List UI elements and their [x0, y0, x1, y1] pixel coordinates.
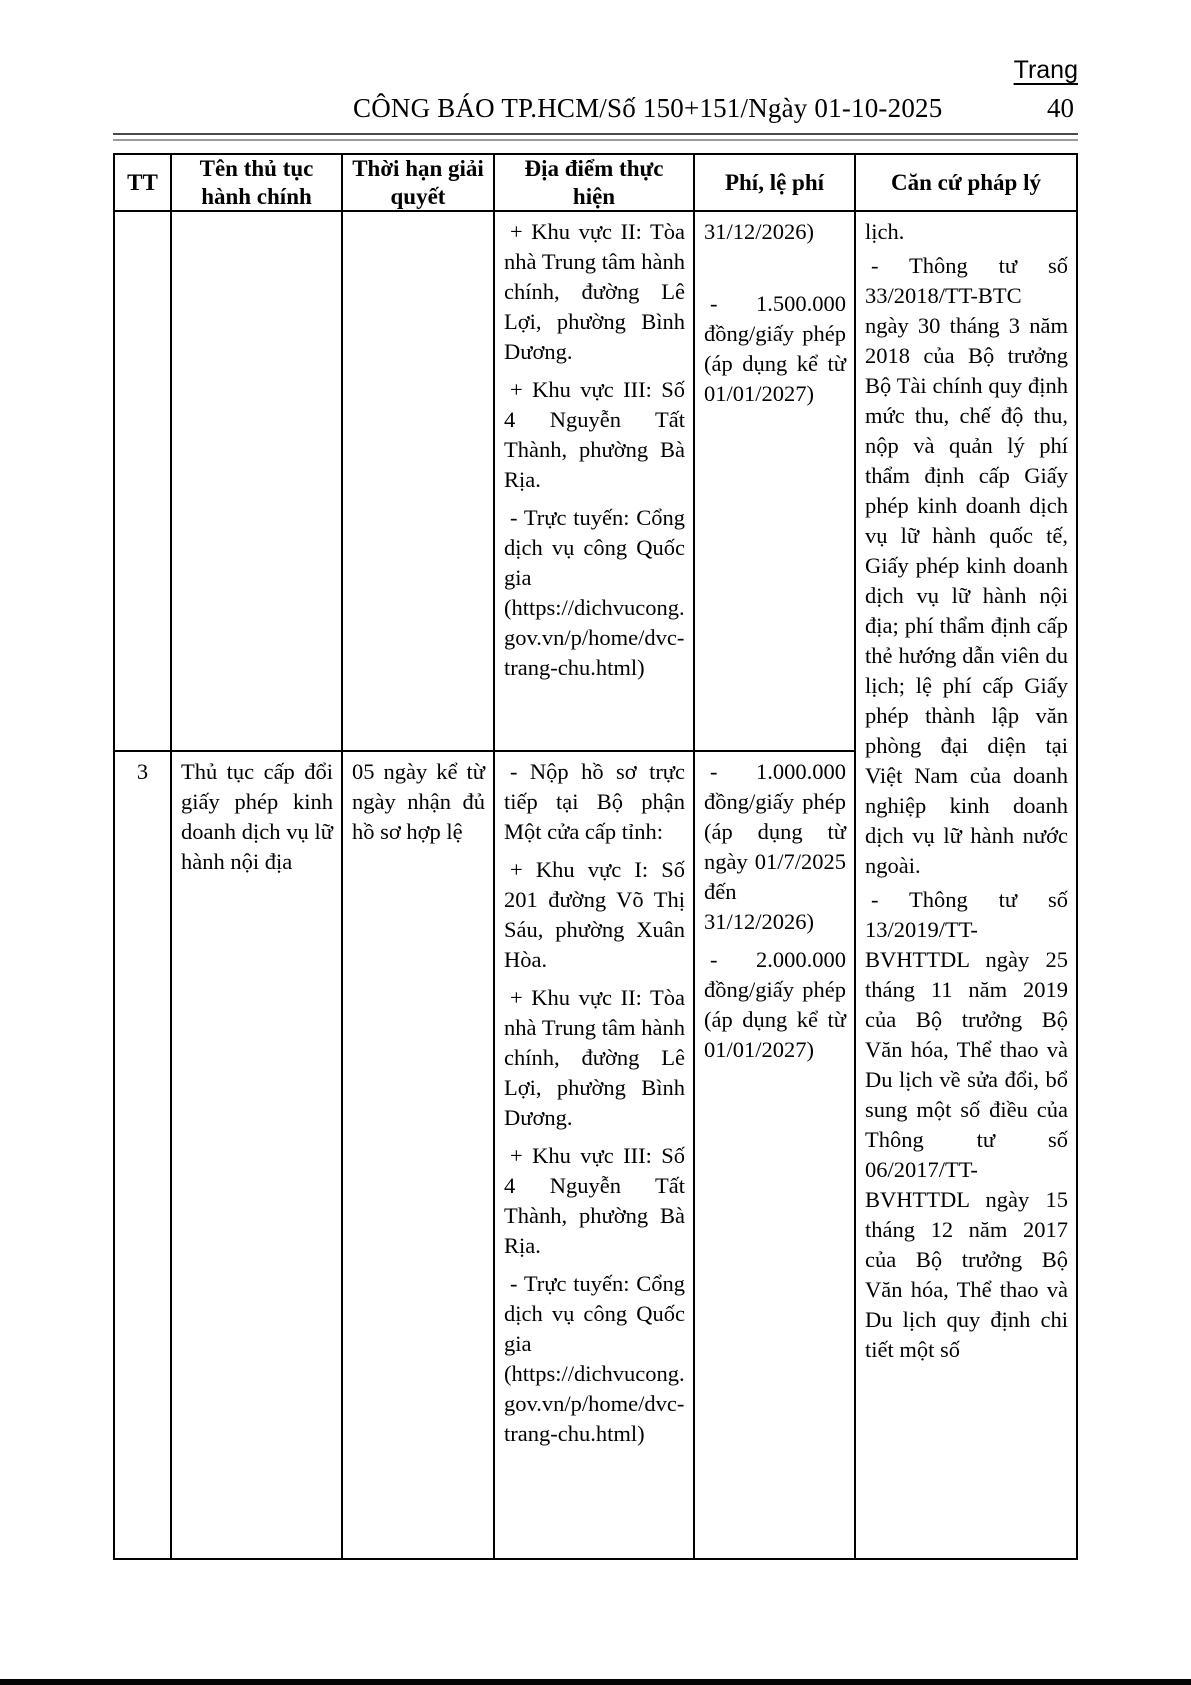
- paragraph: - Trực tuyến: Cổng dịch vụ công Quốc gia (https://dichvucong.gov.vn/p/home/dvc-trang-chu.html): [504, 1271, 685, 1446]
- running-header-title-row: [113, 92, 1078, 124]
- paragraph: + Khu vực II: Tòa nhà Trung tâm hành chính, đường Lê Lợi, phường Bình Dương.: [504, 985, 685, 1130]
- paragraph: - 2.000.000 đồng/giấy phép (áp dụng kể từ 01/01/2027): [704, 947, 846, 1062]
- procedures-table: [113, 153, 1078, 1560]
- header-double-rule: [113, 133, 1078, 141]
- row1-cell-tt: [115, 212, 172, 752]
- legal-basis-cell: [856, 212, 1076, 1558]
- paragraph: - Thông tư số 13/2019/TT-BVHTTDL ngày 25 tháng 11 năm 2019 của Bộ trưởng Bộ Văn hóa, Thể thao và Du lịch về sửa đổi, bổ sung một số điều của Thông tư số 06/2017/TT-BVHTTDL ngày 15 tháng 12 năm 2017 của Bộ trưởng Bộ Văn hóa, Thể thao và Du lịch quy định chi tiết một số: [865, 887, 1068, 1362]
- gazette-title: CÔNG BÁO TP.HCM/Số 150+151/Ngày 01-10-2025: [353, 93, 943, 123]
- row2-cell-thoi-han: 05 ngày kể từ ngày nhận đủ hồ sơ hợp lệ: [343, 752, 495, 1558]
- paragraph: + Khu vực III: Số 4 Nguyễn Tất Thành, phường Bà Rịa.: [504, 1143, 685, 1258]
- page-content: [113, 56, 1078, 1560]
- paragraph: - 1.000.000 đồng/giấy phép (áp dụng từ ngày 01/7/2025 đến 31/12/2026): [704, 759, 846, 934]
- paragraph: + Khu vực III: Số 4 Nguyễn Tất Thành, phường Bà Rịa.: [504, 377, 685, 492]
- running-header-trang-row: [113, 56, 1078, 84]
- row1-cell-dia-diem: [495, 212, 695, 752]
- paragraph: + Khu vực II: Tòa nhà Trung tâm hành chính, đường Lê Lợi, phường Bình Dương.: [504, 219, 685, 364]
- column-header-tt: TT: [115, 155, 172, 212]
- column-header-can-cu-phap-ly: Căn cứ pháp lý: [856, 155, 1076, 212]
- row2-cell-dia-diem: [495, 752, 695, 1558]
- column-header-ten-thu-tuc: Tên thủ tục hành chính: [172, 155, 343, 212]
- paragraph: - Thông tư số 33/2018/TT-BTC ngày 30 tháng 3 năm 2018 của Bộ trưởng Bộ Tài chính quy định mức thu, chế độ thu, nộp và quản lý phí thẩm định cấp Giấy phép kinh doanh dịch vụ lữ hành quốc tế, Giấy phép kinh doanh dịch vụ lữ hành nội địa; phí thẩm định cấp thẻ hướng dẫn viên du lịch; lệ phí cấp Giấy phép thành lập văn phòng đại diện tại Việt Nam của doanh nghiệp kinh doanh dịch vụ lữ hành nước ngoài.: [865, 253, 1068, 878]
- row2-cell-phi-le-phi: [695, 752, 856, 1558]
- column-header-phi-le-phi: Phí, lệ phí: [695, 155, 856, 212]
- column-header-dia-diem: Địa điểm thực hiện: [495, 155, 695, 212]
- row1-phi-continuation: 31/12/2026): [704, 219, 814, 244]
- row2-cell-tt: 3: [115, 752, 172, 1558]
- column-header-thoi-han: Thời hạn giải quyết: [343, 155, 495, 212]
- row1-cell-ten-thu-tuc: [172, 212, 343, 752]
- row1-cell-phi-le-phi: [695, 212, 856, 752]
- row2-cell-ten-thu-tuc: Thủ tục cấp đổi giấy phép kinh doanh dịch vụ lữ hành nội địa: [172, 752, 343, 1558]
- page-number: 40: [1047, 93, 1074, 123]
- paragraph: lịch.: [865, 219, 905, 244]
- row1-cell-thoi-han: [343, 212, 495, 752]
- paragraph: - 1.500.000 đồng/giấy phép (áp dụng kể từ 01/01/2027): [704, 291, 846, 406]
- trang-label: Trang: [1013, 56, 1078, 84]
- row1-phi-items: [704, 289, 846, 409]
- paragraph: - Trực tuyến: Cổng dịch vụ công Quốc gia (https://dichvucong.gov.vn/p/home/dvc-trang-chu.html): [504, 505, 685, 680]
- scan-artifact-bar: [0, 1679, 1191, 1685]
- paragraph: + Khu vực I: Số 201 đường Võ Thị Sáu, phường Xuân Hòa.: [504, 857, 685, 972]
- paragraph: - Nộp hồ sơ trực tiếp tại Bộ phận Một cửa cấp tỉnh:: [504, 759, 685, 844]
